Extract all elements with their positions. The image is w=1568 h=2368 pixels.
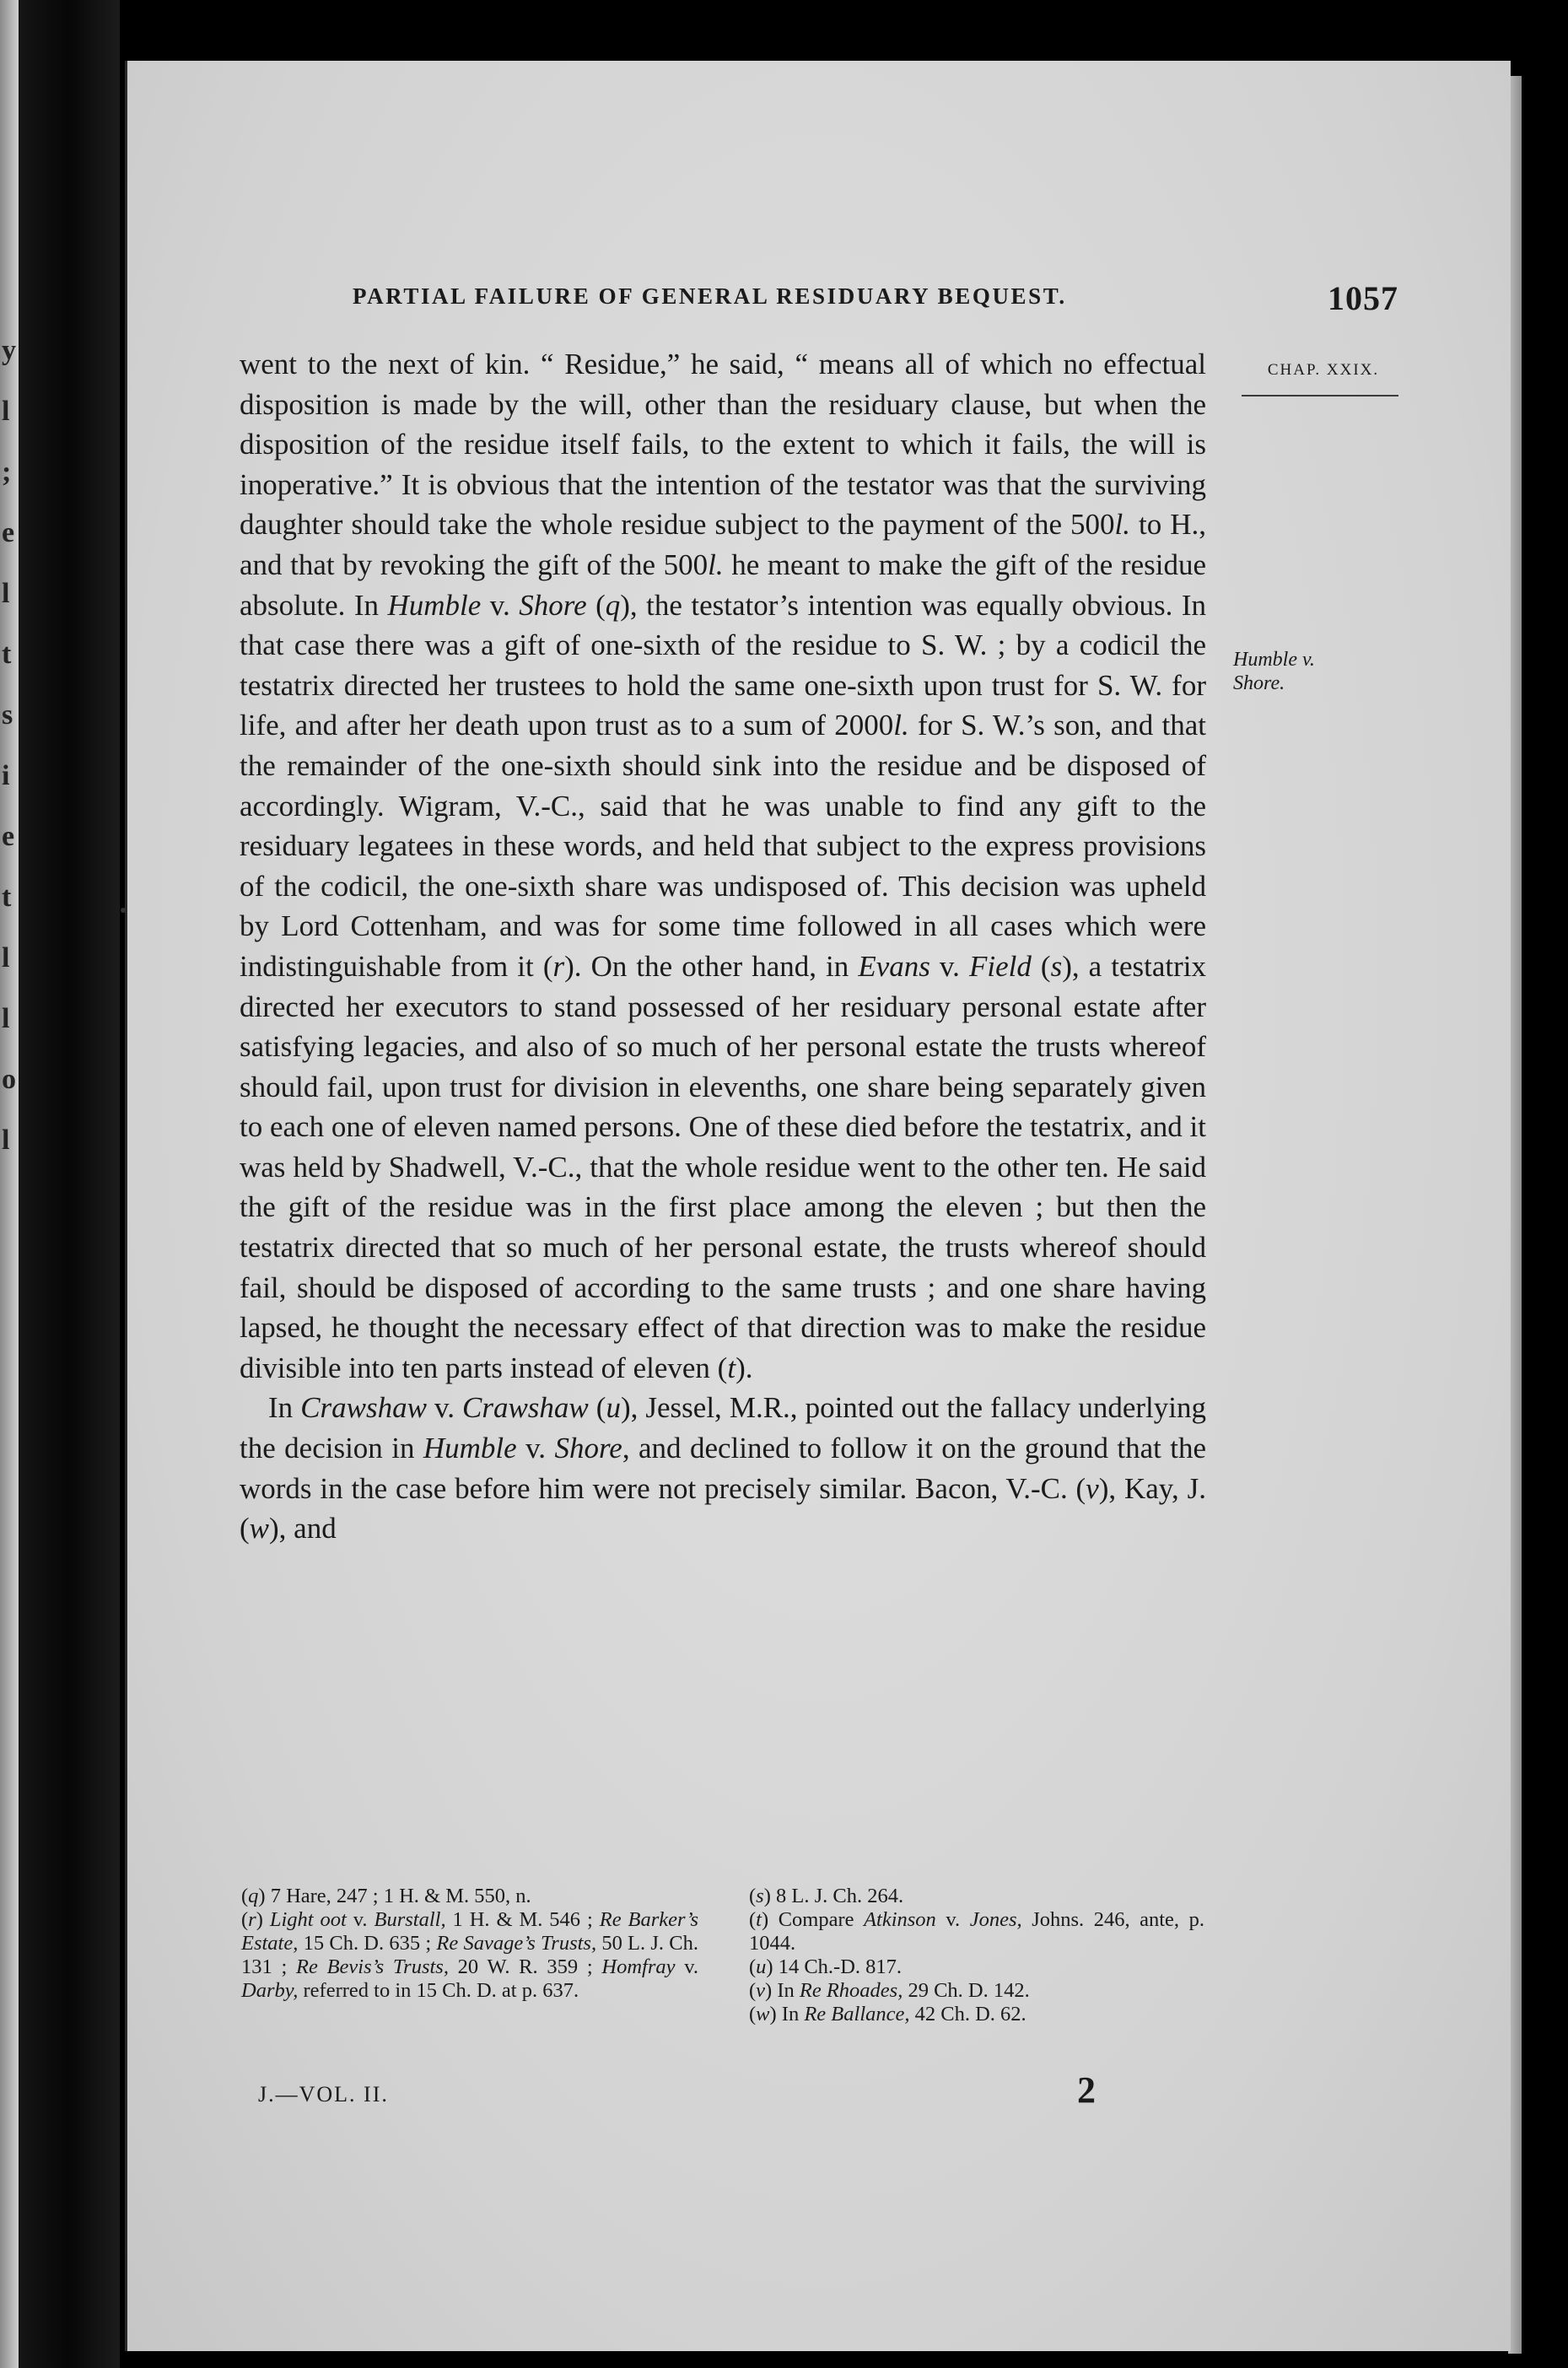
signature-mark: 2 — [1077, 2069, 1096, 2111]
footnote-s: (s) 8 L. J. Ch. 264. — [749, 1885, 904, 1907]
book-gutter — [19, 0, 120, 2368]
previous-page-fragment: ; — [2, 456, 12, 488]
marginal-note-line-2: Shore. — [1233, 672, 1285, 694]
signature-line: J.—VOL. II. — [258, 2082, 389, 2106]
previous-page-edge — [0, 0, 19, 2368]
previous-page-fragment: l — [2, 942, 10, 974]
footnotes-right-column — [749, 1885, 1204, 2026]
running-head: PARTIAL FAILURE OF GENERAL RESIDUARY BEQUEST. — [353, 283, 1067, 309]
previous-page-fragment: t — [2, 639, 12, 670]
footnote-w: (w) In Re Ballance, 42 Ch. D. 62. — [749, 2003, 1026, 2025]
page-number: 1057 — [1328, 279, 1398, 317]
footnotes-left-column — [241, 1885, 698, 2003]
body-paragraph-2: In Crawshaw v. Crawshaw (u), Jessel, M.R., pointed out the fallacy underlying the decision in Humble v. Shore, and declined to follow it on the ground that the words in the case before him were not precisely similar. Bacon, V.-C. (v), Kay, J. (w), and — [240, 1391, 1207, 1545]
footnote-v: (v) In Re Rhoades, 29 Ch. D. 142. — [749, 1979, 1030, 2002]
previous-page-fragment: o — [2, 1064, 16, 1095]
body-text — [240, 344, 1206, 1549]
page-header — [353, 279, 1398, 317]
previous-page-text-fragments — [2, 321, 15, 1171]
previous-page-fragment: l — [2, 1125, 10, 1156]
marginal-rule — [1242, 395, 1398, 396]
previous-page-fragment: s — [2, 699, 13, 731]
footnote-u: (u) 14 Ch.-D. 817. — [749, 1955, 903, 1978]
previous-page-fragment: e — [2, 821, 15, 852]
scan-speck — [121, 908, 126, 913]
previous-page-fragment: t — [2, 882, 12, 913]
marginal-note — [1233, 648, 1385, 695]
previous-page-fragment: e — [2, 517, 15, 548]
footnote-t: (t) Compare Atkinson v. Jones, Johns. 246, ante, p. 1044. — [749, 1908, 1204, 1955]
previous-page-fragment: l — [2, 578, 10, 609]
chapter-marginal-label: CHAP. XXIX. — [1267, 361, 1380, 379]
previous-page-fragment: y — [2, 335, 16, 366]
footnote-q: (q) 7 Hare, 247 ; 1 H. & M. 550, n. — [241, 1885, 531, 1907]
previous-page-fragment: i — [2, 760, 10, 791]
footnote-r: (r) Light oot v. Burstall, 1 H. & M. 546 ; Re Barker’s Estate, 15 Ch. D. 635 ; Re Savage’s Trusts, 50 L. J. Ch. 131 ; Re Bevis’s Trusts, 20 W. R. 359 ; Homfray v. Darby, referred to in 15 Ch. D. at p. 637. — [241, 1908, 699, 2002]
marginal-note-line-1: Humble v. — [1233, 649, 1315, 671]
previous-page-fragment: l — [2, 396, 10, 427]
body-paragraph-1: went to the next of kin. “ Residue,” he said, “ means all of which no effectual disposition is made by the will, other than the residuary clause, but when the disposition of the residue itself fails, to the extent to which it fails, the will is inoperative.” It is obvious that the intention of the testator was that the surviving daughter should take the whole residue subject to the payment of the 500l. to H., and that by revoking the gift of the 500l. he meant to make the gift of the residue absolute. In Humble v. Shore (q), the testator’s intention was equally obvious. In that case there was a gift of one-sixth of the residue to S. W. ; by a codicil the testatrix directed her trustees to hold the same one-sixth upon trust for S. W. for life, and after her death upon trust as to a sum of 2000l. for S. W.’s son, and that the remainder of the one-sixth should sink into the residue and be disposed of accordingly. Wigram, V.-C., said that he was unable to find any gift to the residuary legatees in these words, and held that subject to the express provisions of the codicil, the one-sixth share was undisposed of. This decision was upheld by Lord Cottenham, and was for some time followed in all cases which were indistinguishable from it (r). On the other hand, in Evans v. Field (s), a testatrix directed her executors to stand possessed of her residuary personal estate after satisfying legacies, and also of so much of her personal estate the trusts whereof should fail, upon trust for division in elevenths, one share being separately given to each one of eleven named persons. One of these died before the testatrix, and it was held by Shadwell, V.-C., that the whole residue went to the other ten. He said the gift of the residue was in the first place among the eleven ; but then the testatrix directed that so much of her personal estate, the trusts whereof should fail, should be disposed of according to the same trusts ; and one share having lapsed, he thought the necessary effect of that direction was to make the residue divisible into ten parts instead of eleven (t). — [240, 348, 1207, 1384]
previous-page-fragment: l — [2, 1003, 10, 1034]
